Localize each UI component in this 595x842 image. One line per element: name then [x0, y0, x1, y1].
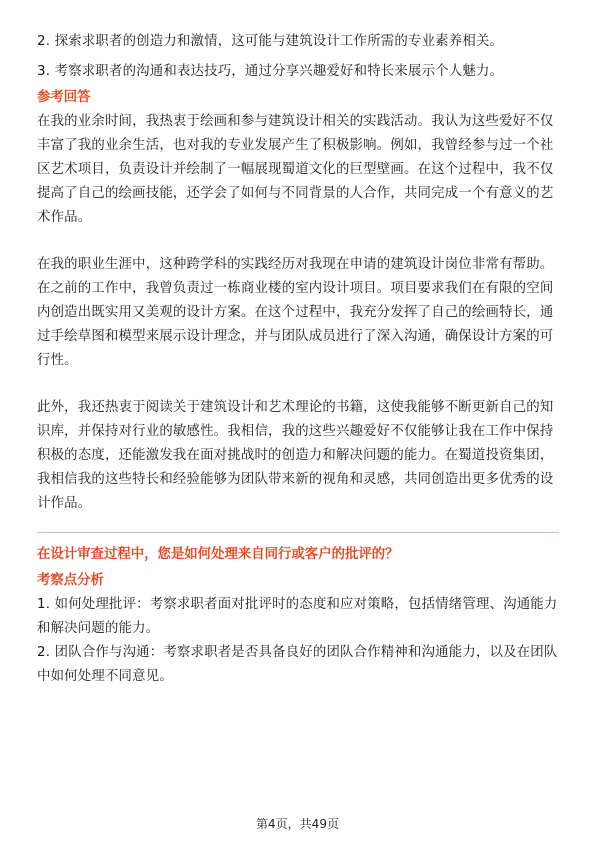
answer-paragraph-2: 在我的职业生涯中，这种跨学科的实践经历对我现在申请的建筑设计岗位非常有帮助。在之前的工作中，我曾负责过一栋商业楼的室内设计项目。项目要求我们在有限的空间内创造出既实用又美观的设计方案。在这个过程中，我充分发挥了自己的绘画特长，通过手绘草图和模型来展示设计理念，并与团队成员进行了深入沟通，确保设计方案的可行性。 [37, 257, 554, 368]
page-content [37, 30, 559, 689]
answer-heading: 参考回答 [37, 90, 91, 105]
paragraph-gap [37, 230, 559, 253]
list-item-3: 3. 考察求职者的沟通和表达技巧，通过分享兴趣爱好和特长来展示个人魅力。 [37, 64, 504, 79]
analysis-item-2: 2. 团队合作与沟通：考察求职者是否具备良好的团队合作精神和沟通能力，以及在团队中如何处理不同意见。 [37, 645, 558, 684]
answer-paragraph-3: 此外，我还热衷于阅读关于建筑设计和艺术理论的书籍，这使我能够不断更新自己的知识库，并保持对行业的敏感性。我相信，我的这些兴趣爱好不仅能够让我在工作中保持积极的态度，还能激发我在面对挑战时的创造力和解决问题的能力。在蜀道投资集团，我相信我的这些特长和经验能够为团队带来新的视角和灵感，共同创造出更多优秀的设计作品。 [37, 400, 554, 511]
analysis-heading: 考察点分析 [37, 573, 104, 588]
list-item-2: 2. 探索求职者的创造力和激情，这可能与建筑设计工作所需的专业素养相关。 [37, 34, 504, 49]
analysis-item-1: 1. 如何处理批评：考察求职者面对批评时的态度和应对策略，包括情绪管理、沟通能力和解决问题的能力。 [37, 597, 558, 636]
question-heading: 在设计审查过程中，您是如何处理来自同行或客户的批评的？ [37, 547, 399, 562]
answer-paragraph-1: 在我的业余时间，我热衷于绘画和参与建筑设计相关的实践活动。我认为这些爱好不仅丰富了我的业余生活，也对我的专业发展产生了积极影响。例如，我曾经参与过一个社区艺术项目，负责设计并绘制了一幅展现蜀道文化的巨型壁画。在这个过程中，我不仅提高了自己的绘画技能，还学会了如何与不同背景的人合作，共同完成一个有意义的艺术作品。 [37, 114, 554, 225]
section-divider [37, 532, 559, 533]
paragraph-gap [37, 373, 559, 396]
page-number: 第4页，共49页 [256, 817, 339, 831]
